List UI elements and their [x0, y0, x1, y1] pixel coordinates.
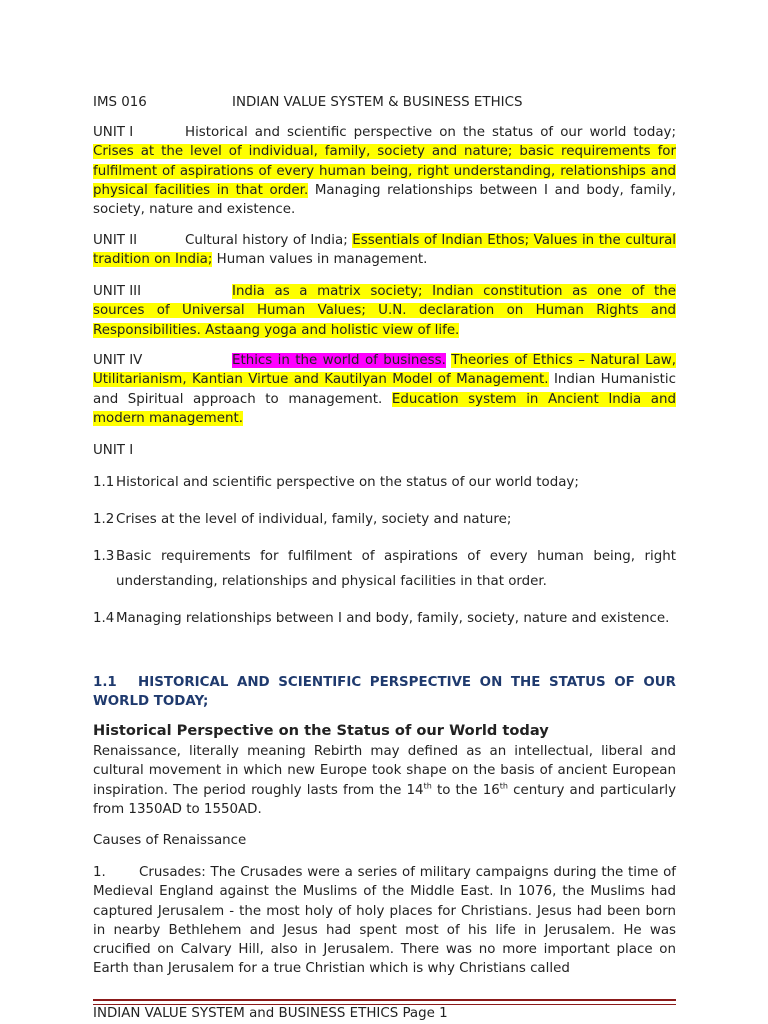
unit-3-syllabus: [93, 282, 676, 340]
unit-1-text: Historical and scientific perspective on the status of our world today;: [185, 125, 676, 140]
crusades-number: 1.: [93, 865, 106, 880]
list-item-text: Crises at the level of individual, family, society and nature;: [116, 512, 512, 527]
unit-1-syllabus: [93, 123, 676, 219]
section-number: 1.1: [93, 675, 117, 690]
list-item: [93, 606, 676, 631]
crusades-text: Crusades: The Crusades were a series of military campaigns during the time of Medieval England against the Muslims of the Middle East. In 1076, the Muslims had captured Jerusalem - the most holy of holy places for Christians. Jesus had been born in nearby Bethlehem and Jesus had spent most of his life in Jerusalem. He was crucified on Calvary Hill, also in Jerusalem. There was no more important place on Earth than Jerusalem for a true Christian which is why Christians called: [93, 865, 676, 977]
list-item-number: 1.2: [93, 512, 115, 527]
unit-3-highlight: India as a matrix society; Indian constitution as one of the sources of Universal Human Values; U.N. declaration on Human Rights and Responsibilities. Astaang yoga and holistic view of life.: [93, 284, 676, 338]
unit-1-text-2: Managing relationships between I and body, family, society, nature and existence.: [93, 182, 676, 218]
list-item-number: 1.4: [93, 611, 115, 626]
course-header: [93, 93, 522, 112]
list-item-text: Basic requirements for fulfilment of aspirations of every human being, right understanding, relationships and physical facilities in that order.: [116, 549, 676, 589]
list-item: [93, 507, 676, 532]
subheading: Historical Perspective on the Status of our World today: [93, 722, 549, 739]
renaissance-text-1: Renaissance, literally meaning Rebirth may defined as an intellectual, liberal and cultural movement in which new Europe took shape on the basis of ancient European inspiration. The period roughly lasts from the 14: [93, 744, 676, 798]
list-item-number: 1.3: [93, 549, 115, 564]
unit-4-text: Indian Humanistic and Spiritual approach to management.: [93, 372, 677, 407]
unit-2-label: UNIT II: [93, 233, 138, 248]
unit-1-highlight: Crises at the level of individual, family, society and nature; basic requirements for fulfilment of aspirations of every human being, right understanding, relationships and physical facilities in that order.: [93, 144, 676, 198]
renaissance-text-3: century and particularly from 1350AD to 1550AD.: [93, 782, 676, 817]
unit-4-highlight-2: Education system in Ancient India and modern management.: [93, 391, 676, 426]
superscript: th: [499, 781, 508, 791]
section-heading: [93, 673, 676, 712]
unit-4-label: UNIT IV: [93, 353, 143, 368]
course-code: IMS 016: [93, 95, 147, 110]
course-title: INDIAN VALUE SYSTEM & BUSINESS ETHICS: [232, 95, 523, 110]
renaissance-text-2: to the 16: [431, 782, 500, 798]
unit-2-text: Cultural history of India;: [185, 233, 353, 248]
unit-1-heading: UNIT I: [93, 443, 134, 458]
footer-divider-thin: [93, 1004, 676, 1005]
list-item-text: Managing relationships between I and body, family, society, nature and existence.: [116, 611, 670, 626]
causes-heading: Causes of Renaissance: [93, 833, 247, 848]
unit-2-text-2: Human values in management.: [212, 252, 428, 268]
unit-1-label: UNIT I: [93, 125, 134, 140]
unit-4-syllabus: [93, 351, 676, 428]
unit-4-highlight: Theories of Ethics – Natural Law, Utilitarianism, Kantian Virtue and Kautilyan Model of Management.: [93, 353, 676, 388]
unit-3-label: UNIT III: [93, 284, 142, 299]
section-title: HISTORICAL AND SCIENTIFIC PERSPECTIVE ON THE STATUS OF OUR WORLD TODAY;: [93, 675, 676, 710]
list-item-text: Historical and scientific perspective on the status of our world today;: [116, 475, 579, 490]
unit-2-syllabus: [93, 231, 676, 270]
unit-4-magenta-highlight: Ethics in the world of business.: [232, 353, 446, 368]
footer-divider: [93, 999, 676, 1001]
list-item: [93, 470, 676, 495]
superscript: th: [423, 781, 432, 791]
page-footer: INDIAN VALUE SYSTEM and BUSINESS ETHICS Page 1: [93, 1006, 448, 1021]
list-item-number: 1.1: [93, 475, 115, 490]
list-item: [93, 544, 676, 594]
crusades-paragraph: [93, 863, 676, 979]
renaissance-paragraph: [93, 742, 676, 819]
unit-2-highlight: Essentials of Indian Ethos; Values in the cultural tradition on India;: [93, 233, 676, 268]
